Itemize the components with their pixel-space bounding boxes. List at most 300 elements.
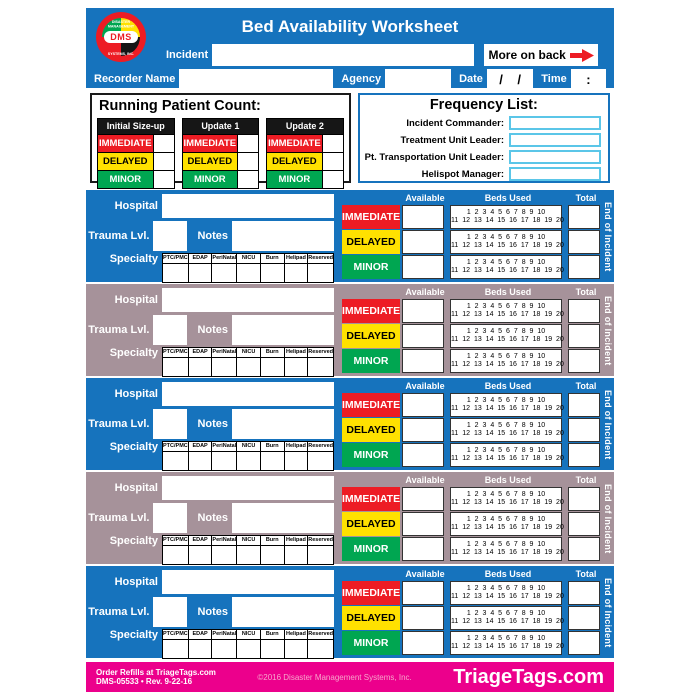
specialty-column — [162, 253, 189, 283]
total-cell[interactable] — [568, 631, 600, 655]
beds-numbers-1-10: 1 2 3 4 5 6 7 8 9 10 — [466, 446, 546, 454]
specialty-row — [86, 535, 336, 565]
notes-input[interactable] — [232, 315, 334, 345]
total-cell[interactable] — [568, 581, 600, 605]
hospital-block — [86, 190, 614, 282]
beds-used-header: Beds Used — [484, 475, 532, 485]
total-header: Total — [575, 569, 597, 579]
beds-used-cell[interactable] — [450, 299, 562, 323]
time-input[interactable]: : — [571, 69, 606, 89]
hospital-info — [86, 378, 336, 470]
beds-used-cell[interactable] — [450, 418, 562, 442]
hospital-row — [86, 570, 336, 594]
specialty-row — [86, 441, 336, 471]
header — [86, 8, 614, 88]
available-cell[interactable] — [402, 418, 444, 442]
notes-input[interactable] — [232, 409, 334, 439]
beds-used-cell[interactable] — [450, 349, 562, 373]
triage-label: DELAYED — [267, 153, 322, 170]
time-label: Time — [541, 73, 567, 85]
specialty-table — [162, 253, 334, 283]
beds-grid — [336, 284, 614, 376]
available-cell[interactable] — [402, 324, 444, 348]
running-patient-count — [90, 93, 351, 183]
triage-label: IMMEDIATE — [267, 135, 322, 152]
count-cell[interactable] — [322, 135, 343, 152]
beds-numbers-1-10: 1 2 3 4 5 6 7 8 9 10 — [466, 609, 546, 617]
hospital-input[interactable] — [162, 570, 334, 594]
notes-input[interactable] — [232, 221, 334, 251]
specialty-table — [162, 347, 334, 377]
available-cell[interactable] — [402, 487, 444, 511]
specialty-cell[interactable] — [211, 546, 237, 565]
patient-count-row — [98, 134, 174, 152]
specialty-cell[interactable] — [188, 264, 213, 283]
total-cell[interactable] — [568, 349, 600, 373]
hospital-block — [86, 378, 614, 470]
specialty-header: Helipad — [284, 441, 309, 452]
specialty-column — [211, 441, 237, 471]
specialty-cell[interactable] — [162, 640, 189, 659]
total-cell[interactable] — [568, 487, 600, 511]
total-cell[interactable] — [568, 443, 600, 467]
patient-count-row — [183, 134, 259, 152]
triage-label: IMMEDIATE — [342, 205, 400, 229]
frequency-label: Helispot Manager: — [421, 168, 504, 180]
available-cell[interactable] — [402, 443, 444, 467]
triage-label: DELAYED — [342, 512, 400, 536]
beds-used-header: Beds Used — [484, 569, 532, 579]
triage-row — [342, 230, 614, 254]
beds-used-cell[interactable] — [450, 324, 562, 348]
specialty-column — [260, 253, 285, 283]
date-label: Date — [459, 73, 483, 85]
beds-used-cell[interactable] — [450, 581, 562, 605]
specialty-cell[interactable] — [260, 358, 285, 377]
triage-row — [342, 324, 614, 348]
specialty-column — [162, 347, 189, 377]
triage-label: IMMEDIATE — [183, 135, 238, 152]
specialty-column — [236, 535, 261, 565]
hospital-label: Hospital — [114, 576, 158, 588]
specialty-header: Reserved — [307, 441, 334, 452]
trauma-level-input[interactable] — [153, 597, 187, 627]
specialty-cell[interactable] — [236, 358, 261, 377]
beds-numbers-1-10: 1 2 3 4 5 6 7 8 9 10 — [466, 302, 546, 310]
hospital-input[interactable] — [162, 288, 334, 312]
specialty-column — [211, 535, 237, 565]
beds-used-cell[interactable] — [450, 205, 562, 229]
specialty-column — [260, 347, 285, 377]
triage-row — [342, 255, 614, 279]
specialty-column — [236, 629, 261, 659]
frequency-row — [365, 167, 601, 181]
beds-numbers-11-20: 11 12 13 14 15 16 17 18 19 20 — [451, 267, 564, 274]
incident-label: Incident — [166, 49, 209, 61]
beds-numbers-1-10: 1 2 3 4 5 6 7 8 9 10 — [466, 421, 546, 429]
beds-numbers-1-10: 1 2 3 4 5 6 7 8 9 10 — [466, 352, 546, 360]
specialty-table — [162, 535, 334, 565]
available-cell[interactable] — [402, 255, 444, 279]
triage-label: MINOR — [342, 349, 400, 373]
specialty-label: Specialty — [109, 441, 158, 453]
specialty-column — [188, 629, 213, 659]
specialty-cell[interactable] — [260, 452, 285, 471]
specialty-header: Burn — [260, 253, 285, 264]
specialty-header: PTC/PMC — [162, 441, 189, 452]
specialty-header: Burn — [260, 629, 285, 640]
beds-numbers-11-20: 11 12 13 14 15 16 17 18 19 20 — [451, 455, 564, 462]
trauma-notes-row — [86, 502, 336, 534]
beds-numbers-11-20: 11 12 13 14 15 16 17 18 19 20 — [451, 524, 564, 531]
triage-row — [342, 205, 614, 229]
specialty-cell[interactable] — [236, 452, 261, 471]
beds-numbers-1-10: 1 2 3 4 5 6 7 8 9 10 — [466, 540, 546, 548]
hospital-input[interactable] — [162, 194, 334, 218]
worksheet — [86, 8, 614, 692]
triage-row — [342, 299, 614, 323]
hospital-label: Hospital — [114, 200, 158, 212]
specialty-column — [211, 347, 237, 377]
specialty-cell[interactable] — [236, 546, 261, 565]
notes-label: Notes — [197, 324, 228, 336]
hospital-row — [86, 194, 336, 218]
specialty-column — [211, 629, 237, 659]
specialty-cell[interactable] — [211, 640, 237, 659]
available-cell[interactable] — [402, 581, 444, 605]
available-header: Available — [405, 381, 445, 391]
trauma-level-label: Trauma Lvl. — [88, 418, 150, 430]
beds-used-cell[interactable] — [450, 487, 562, 511]
logo-ring-text-top: DISASTER MANAGEMENT — [107, 19, 135, 28]
count-cell[interactable] — [322, 153, 343, 170]
notes-label: Notes — [197, 230, 228, 242]
specialty-header: EDAP — [188, 629, 213, 640]
specialty-column — [260, 535, 285, 565]
patient-count-row — [98, 170, 174, 188]
specialty-header: Burn — [260, 347, 285, 358]
patient-count-row — [267, 134, 343, 152]
specialty-column — [284, 535, 309, 565]
right-arrow-icon — [570, 49, 594, 62]
beds-used-cell[interactable] — [450, 537, 562, 561]
specialty-cell[interactable] — [307, 264, 334, 283]
beds-grid — [336, 378, 614, 470]
available-cell[interactable] — [402, 512, 444, 536]
total-cell[interactable] — [568, 393, 600, 417]
specialty-header: NICU — [236, 253, 261, 264]
triage-label: DELAYED — [342, 230, 400, 254]
specialty-cell[interactable] — [162, 358, 189, 377]
total-cell[interactable] — [568, 606, 600, 630]
hospital-input[interactable] — [162, 476, 334, 500]
total-cell[interactable] — [568, 512, 600, 536]
specialty-table — [162, 441, 334, 471]
end-of-incident-label: End of Incident — [603, 578, 613, 648]
available-header: Available — [405, 569, 445, 579]
specialty-column — [188, 347, 213, 377]
specialty-header: Helipad — [284, 535, 309, 546]
total-header: Total — [575, 475, 597, 485]
incident-input[interactable] — [212, 44, 474, 66]
available-cell[interactable] — [402, 537, 444, 561]
trauma-level-input[interactable] — [153, 503, 187, 533]
total-cell[interactable] — [568, 230, 600, 254]
frequency-input[interactable] — [509, 116, 601, 130]
beds-numbers-1-10: 1 2 3 4 5 6 7 8 9 10 — [466, 584, 546, 592]
end-of-incident-label: End of Incident — [603, 296, 613, 366]
specialty-label: Specialty — [109, 347, 158, 359]
frequency-label: Pt. Transportation Unit Leader: — [364, 151, 504, 163]
count-cell[interactable] — [237, 135, 258, 152]
beds-used-header: Beds Used — [484, 287, 532, 297]
recorder-name-input[interactable] — [179, 69, 333, 89]
specialty-column — [307, 629, 334, 659]
date-input[interactable]: / / — [487, 69, 533, 89]
beds-numbers-11-20: 11 12 13 14 15 16 17 18 19 20 — [451, 336, 564, 343]
specialty-header: Reserved — [307, 629, 334, 640]
triage-label: MINOR — [342, 443, 400, 467]
end-of-incident-label: End of Incident — [603, 202, 613, 272]
specialty-row — [86, 253, 336, 283]
specialty-header: EDAP — [188, 347, 213, 358]
specialty-column — [211, 253, 237, 283]
specialty-column — [188, 253, 213, 283]
specialty-cell[interactable] — [284, 452, 309, 471]
specialty-header: EDAP — [188, 441, 213, 452]
specialty-column — [307, 441, 334, 471]
specialty-header: Burn — [260, 441, 285, 452]
specialty-cell[interactable] — [307, 546, 334, 565]
triage-label: DELAYED — [98, 153, 153, 170]
trauma-notes-row — [86, 314, 336, 346]
total-cell[interactable] — [568, 324, 600, 348]
specialty-header: PeriNatal — [211, 441, 237, 452]
frequency-list-rows — [365, 116, 603, 181]
specialty-header: EDAP — [188, 253, 213, 264]
specialty-cell[interactable] — [284, 546, 309, 565]
specialty-label: Specialty — [109, 253, 158, 265]
triage-label: DELAYED — [342, 606, 400, 630]
count-cell[interactable] — [237, 153, 258, 170]
patient-count-row — [183, 152, 259, 170]
more-on-back-badge — [484, 44, 598, 66]
available-cell[interactable] — [402, 606, 444, 630]
specialty-label: Specialty — [109, 535, 158, 547]
beds-used-cell[interactable] — [450, 255, 562, 279]
count-cell[interactable] — [322, 171, 343, 188]
count-cell[interactable] — [153, 135, 174, 152]
specialty-cell[interactable] — [188, 452, 213, 471]
beds-numbers-11-20: 11 12 13 14 15 16 17 18 19 20 — [451, 311, 564, 318]
notes-label: Notes — [197, 418, 228, 430]
specialty-cell[interactable] — [284, 358, 309, 377]
footer — [86, 662, 614, 692]
specialty-cell[interactable] — [236, 264, 261, 283]
specialty-column — [260, 441, 285, 471]
specialty-cell[interactable] — [188, 640, 213, 659]
available-header: Available — [405, 287, 445, 297]
beds-grid-headers — [342, 474, 614, 486]
specialty-column — [236, 253, 261, 283]
agency-label: Agency — [341, 73, 382, 85]
frequency-list — [358, 93, 610, 183]
triage-row — [342, 349, 614, 373]
specialty-column — [284, 441, 309, 471]
specialty-column — [236, 347, 261, 377]
triage-row — [342, 606, 614, 630]
triage-label: MINOR — [342, 537, 400, 561]
notes-input[interactable] — [232, 503, 334, 533]
hospital-label: Hospital — [114, 388, 158, 400]
triage-label: MINOR — [342, 631, 400, 655]
triage-row — [342, 631, 614, 655]
beds-grid — [336, 190, 614, 282]
beds-used-cell[interactable] — [450, 443, 562, 467]
hospital-block — [86, 284, 614, 376]
specialty-row — [86, 629, 336, 659]
specialty-column — [284, 253, 309, 283]
specialty-cell[interactable] — [307, 358, 334, 377]
available-cell[interactable] — [402, 230, 444, 254]
hospital-info — [86, 472, 336, 564]
specialty-cell[interactable] — [211, 452, 237, 471]
beds-numbers-11-20: 11 12 13 14 15 16 17 18 19 20 — [451, 643, 564, 650]
specialty-header: Burn — [260, 535, 285, 546]
beds-numbers-11-20: 11 12 13 14 15 16 17 18 19 20 — [451, 405, 564, 412]
frequency-list-title: Frequency List: — [429, 97, 538, 113]
specialty-cell[interactable] — [307, 640, 334, 659]
footer-site: TriageTags.com — [453, 665, 604, 688]
trauma-level-input[interactable] — [153, 221, 187, 251]
specialty-cell[interactable] — [188, 358, 213, 377]
patient-count-table — [182, 118, 260, 189]
specialty-row — [86, 347, 336, 377]
frequency-input[interactable] — [509, 150, 601, 164]
triage-label: IMMEDIATE — [342, 299, 400, 323]
triage-label: IMMEDIATE — [342, 393, 400, 417]
total-cell[interactable] — [568, 255, 600, 279]
specialty-header: PeriNatal — [211, 347, 237, 358]
hospital-row — [86, 288, 336, 312]
specialty-cell[interactable] — [307, 452, 334, 471]
notes-input[interactable] — [232, 597, 334, 627]
triage-label: DELAYED — [183, 153, 238, 170]
count-cell[interactable] — [153, 153, 174, 170]
available-header: Available — [405, 475, 445, 485]
beds-grid-headers — [342, 380, 614, 392]
specialty-column — [307, 253, 334, 283]
count-cell[interactable] — [153, 171, 174, 188]
triage-label: IMMEDIATE — [98, 135, 153, 152]
specialty-cell[interactable] — [284, 264, 309, 283]
specialty-cell[interactable] — [211, 358, 237, 377]
specialty-cell[interactable] — [236, 640, 261, 659]
agency-input[interactable] — [385, 69, 451, 89]
triage-row — [342, 443, 614, 467]
beds-used-cell[interactable] — [450, 631, 562, 655]
hospital-label: Hospital — [114, 482, 158, 494]
total-cell[interactable] — [568, 537, 600, 561]
beds-grid-headers — [342, 286, 614, 298]
patient-count-row — [183, 170, 259, 188]
specialty-header: PTC/PMC — [162, 253, 189, 264]
beds-used-cell[interactable] — [450, 606, 562, 630]
triage-label: MINOR — [98, 171, 153, 188]
specialty-cell[interactable] — [260, 546, 285, 565]
available-cell[interactable] — [402, 205, 444, 229]
specialty-column — [307, 535, 334, 565]
specialty-header: Reserved — [307, 535, 334, 546]
hospital-info — [86, 284, 336, 376]
available-cell[interactable] — [402, 349, 444, 373]
beds-numbers-11-20: 11 12 13 14 15 16 17 18 19 20 — [451, 499, 564, 506]
count-cell[interactable] — [237, 171, 258, 188]
footer-refills-line2: DMS-05533 • Rev. 9-22-16 — [96, 677, 193, 686]
beds-used-cell[interactable] — [450, 393, 562, 417]
triage-label: DELAYED — [342, 418, 400, 442]
specialty-header: NICU — [236, 629, 261, 640]
beds-used-cell[interactable] — [450, 512, 562, 536]
frequency-input[interactable] — [509, 167, 601, 181]
specialty-header: Helipad — [284, 347, 309, 358]
triage-label: MINOR — [183, 171, 238, 188]
beds-numbers-1-10: 1 2 3 4 5 6 7 8 9 10 — [466, 490, 546, 498]
beds-numbers-1-10: 1 2 3 4 5 6 7 8 9 10 — [466, 258, 546, 266]
specialty-cell[interactable] — [284, 640, 309, 659]
total-cell[interactable] — [568, 299, 600, 323]
beds-numbers-11-20: 11 12 13 14 15 16 17 18 19 20 — [451, 430, 564, 437]
notes-label: Notes — [197, 606, 228, 618]
total-cell[interactable] — [568, 418, 600, 442]
specialty-cell[interactable] — [260, 264, 285, 283]
notes-label: Notes — [197, 512, 228, 524]
counts-section — [86, 88, 614, 188]
beds-numbers-1-10: 1 2 3 4 5 6 7 8 9 10 — [466, 327, 546, 335]
specialty-cell[interactable] — [260, 640, 285, 659]
specialty-cell[interactable] — [211, 264, 237, 283]
beds-numbers-11-20: 11 12 13 14 15 16 17 18 19 20 — [451, 549, 564, 556]
hospital-block — [86, 566, 614, 658]
specialty-table — [162, 629, 334, 659]
trauma-level-input[interactable] — [153, 315, 187, 345]
beds-numbers-11-20: 11 12 13 14 15 16 17 18 19 20 — [451, 618, 564, 625]
beds-numbers-1-10: 1 2 3 4 5 6 7 8 9 10 — [466, 515, 546, 523]
beds-numbers-11-20: 11 12 13 14 15 16 17 18 19 20 — [451, 242, 564, 249]
total-cell[interactable] — [568, 205, 600, 229]
specialty-header: PeriNatal — [211, 253, 237, 264]
specialty-cell[interactable] — [188, 546, 213, 565]
trauma-level-input[interactable] — [153, 409, 187, 439]
specialty-cell[interactable] — [162, 264, 189, 283]
hospital-row — [86, 476, 336, 500]
specialty-label: Specialty — [109, 629, 158, 641]
available-cell[interactable] — [402, 631, 444, 655]
frequency-input[interactable] — [509, 133, 601, 147]
triage-label: DELAYED — [342, 324, 400, 348]
hospital-input[interactable] — [162, 382, 334, 406]
beds-numbers-1-10: 1 2 3 4 5 6 7 8 9 10 — [466, 233, 546, 241]
available-cell[interactable] — [402, 299, 444, 323]
available-cell[interactable] — [402, 393, 444, 417]
specialty-cell[interactable] — [162, 452, 189, 471]
patient-count-tables — [97, 118, 344, 189]
hospital-block — [86, 472, 614, 564]
beds-used-cell[interactable] — [450, 230, 562, 254]
triage-row — [342, 418, 614, 442]
recorder-name-label: Recorder Name — [94, 73, 176, 85]
specialty-cell[interactable] — [162, 546, 189, 565]
